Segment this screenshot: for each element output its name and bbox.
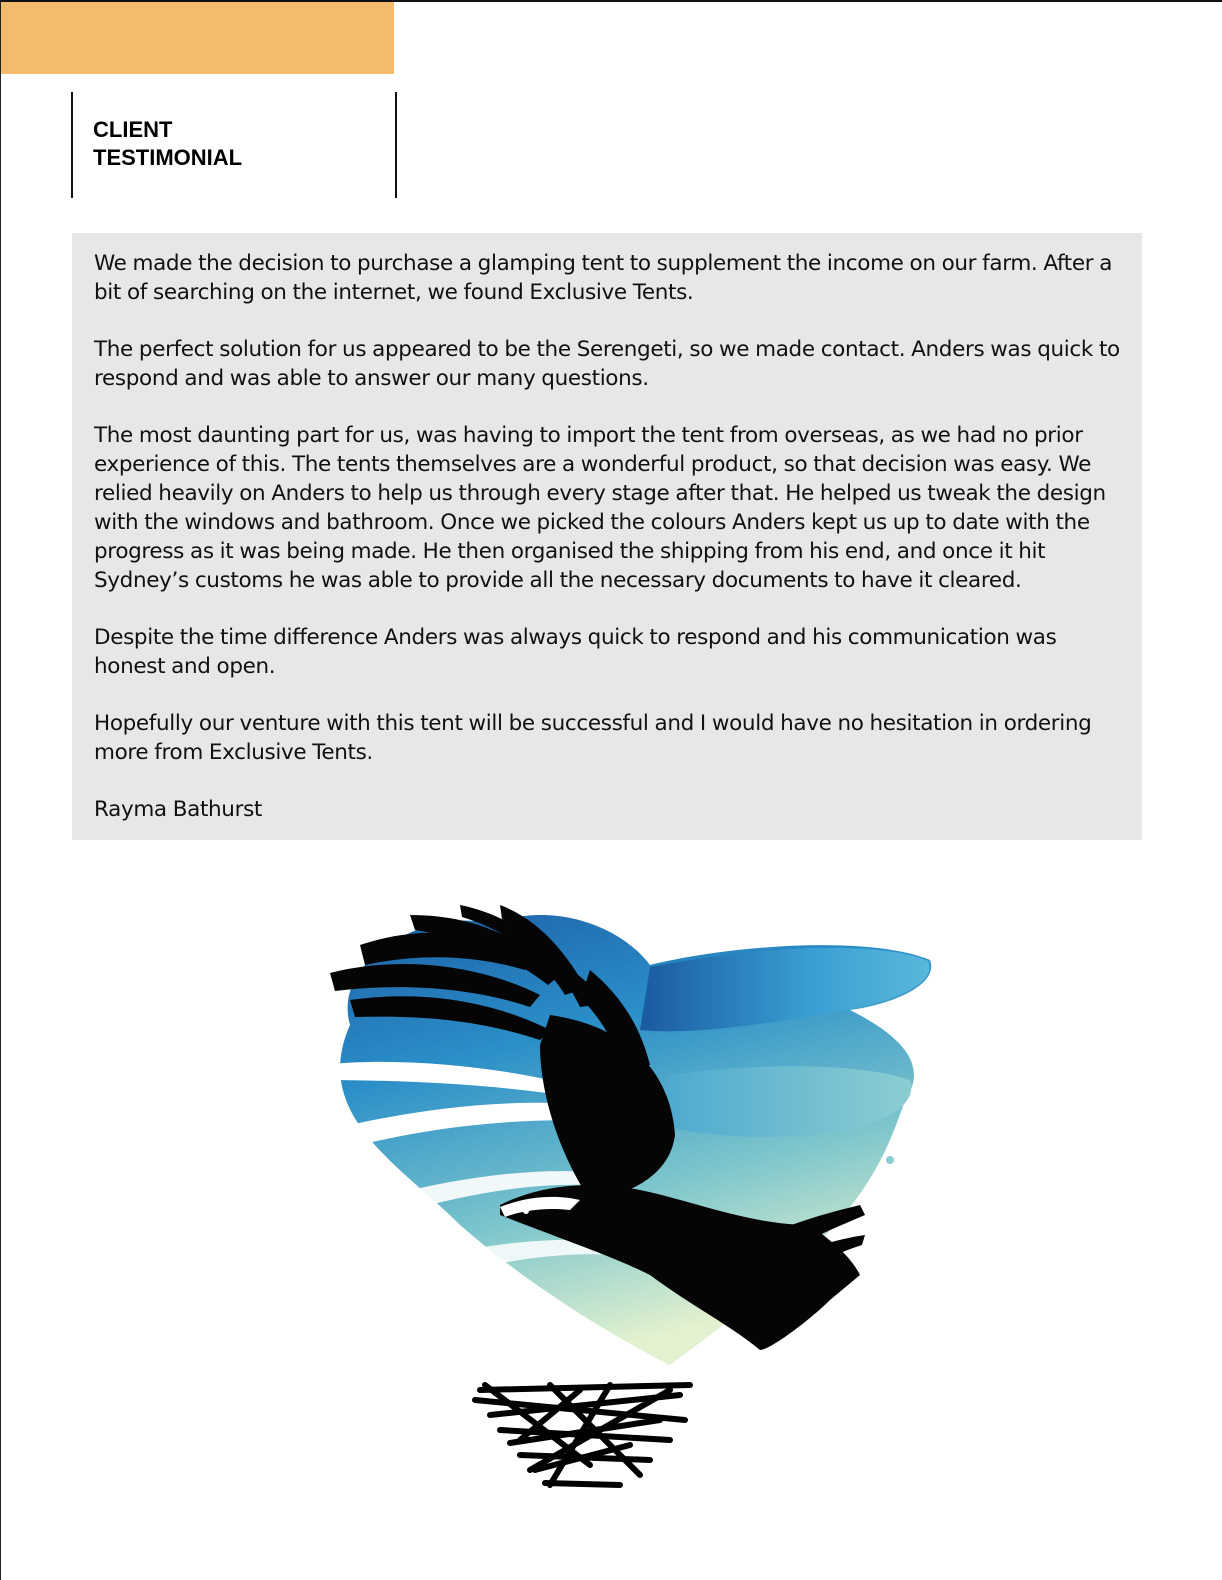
testimonial-paragraph-5: Hopefully our venture with this tent will be successful and I would have no hesitation in ordering more from Exclusive Tents. (94, 711, 1092, 765)
testimonial-paragraph-4: Despite the time difference Anders was always quick to respond and his communication was honest and open. (94, 625, 1057, 679)
testimonial-paragraph-3: The most daunting part for us, was having to import the tent from overseas, as we had no prior experience of this. The tents themselves are a wonderful product, so that decision was easy. We relied heavily on Anders to help us through every stage after that. He helped us tweak the design with the windows and bathroom. Once we picked the colours Anders kept us up to date with the progress as it was being made. He then organised the shipping from his end, and once it hit Sydney’s customs he was able to provide all the necessary documents to have it cleared. (94, 423, 1106, 593)
eagle-nest-heart-logo (290, 895, 950, 1515)
testimonial-signature: Rayma Bathurst (94, 797, 262, 822)
testimonial-paragraph-1: We made the decision to purchase a glamping tent to supplement the income on our farm. After a bit of searching on the internet, we found Exclusive Tents. (94, 251, 1113, 305)
page-title (93, 116, 333, 172)
testimonial-panel (72, 233, 1142, 840)
title-line-2: TESTIMONIAL (93, 145, 243, 170)
title-box (71, 92, 397, 198)
title-line-1: CLIENT (93, 117, 173, 142)
testimonial-paragraph-2: The perfect solution for us appeared to be the Serengeti, so we made contact. Anders was quick to respond and was able to answer our many questions. (94, 337, 1120, 391)
accent-bar (1, 2, 394, 74)
page-border-left (0, 0, 1, 1580)
